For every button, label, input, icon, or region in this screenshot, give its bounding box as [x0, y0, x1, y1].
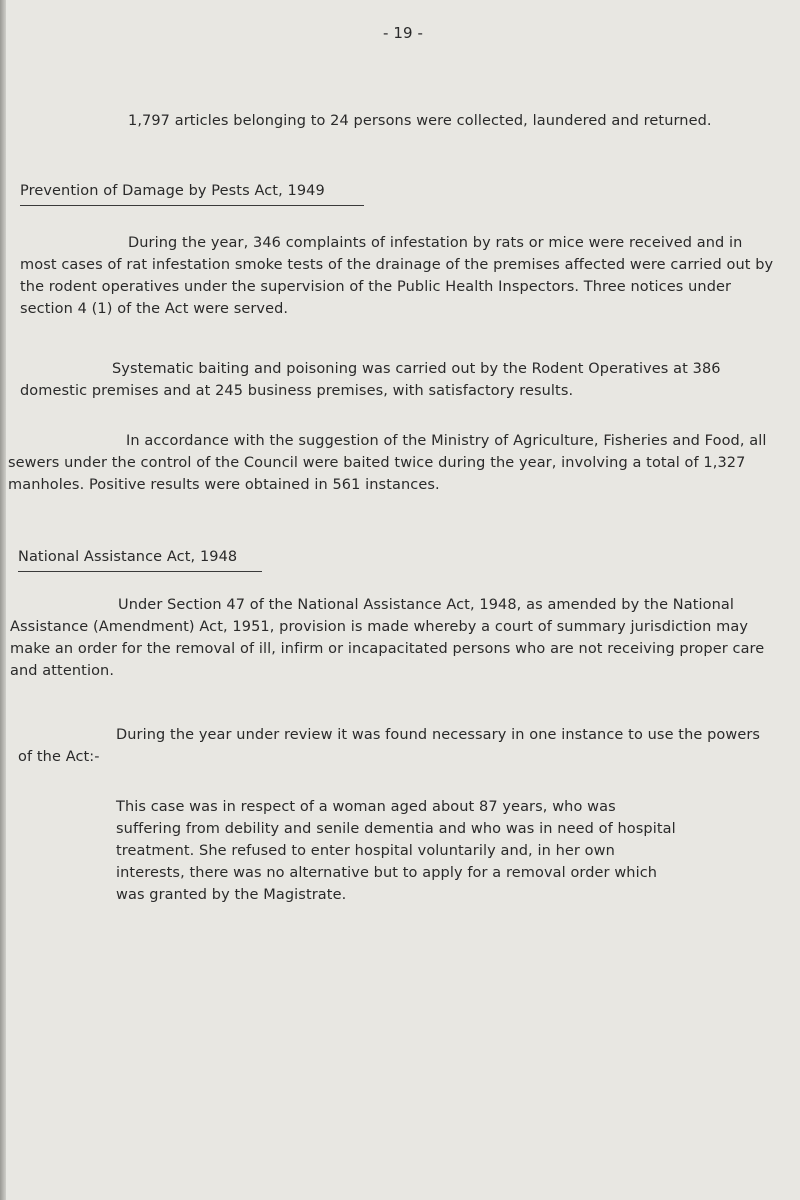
section-heading-assistance-act: National Assistance Act, 1948 [18, 546, 262, 572]
pests-paragraph-3: In accordance with the suggestion of the Ministry of Agriculture, Fisheries and Food, all sewers under the control of the Council were baited twice during the year, involving a total of 1,327 manholes. Positive results were obtained in 561 instances. [8, 433, 767, 493]
section-heading-pests-act: Prevention of Damage by Pests Act, 1949 [20, 180, 364, 206]
pests-paragraph-1: During the year, 346 complaints of infestation by rats or mice were received and in most cases of rat infestation smoke tests of the drainage of the premises affected were carried out by the rodent operatives under the supervision of the Public Health Inspectors. Three notices under section 4 (1) of the Act were served. [20, 235, 774, 317]
assistance-paragraph-3: This case was in respect of a woman aged about 87 years, who was suffering from debility and senile dementia and who was in need of hospital treatment. She refused to enter hospital voluntarily and, in her own interests, there was no alternative but to apply for a removal order which was granted by the Magistrate. [116, 799, 676, 903]
pests-paragraph-2: Systematic baiting and poisoning was carried out by the Rodent Operatives at 386 domestic premises and at 245 business premises, with satisfactory results. [20, 361, 721, 399]
page-number: - 19 - [383, 24, 424, 42]
assistance-paragraph-1: Under Section 47 of the National Assistance Act, 1948, as amended by the National Assistance (Amendment) Act, 1951, provision is made whereby a court of summary jurisdiction may make an order for the removal of ill, infirm or incapacitated persons who are not receiving proper care and attention. [10, 597, 765, 679]
page-edge-shadow [0, 0, 6, 1200]
intro-line: 1,797 articles belonging to 24 persons were collected, laundered and returned. [128, 113, 712, 129]
assistance-paragraph-2: During the year under review it was found necessary in one instance to use the powers of the Act:- [18, 727, 761, 765]
